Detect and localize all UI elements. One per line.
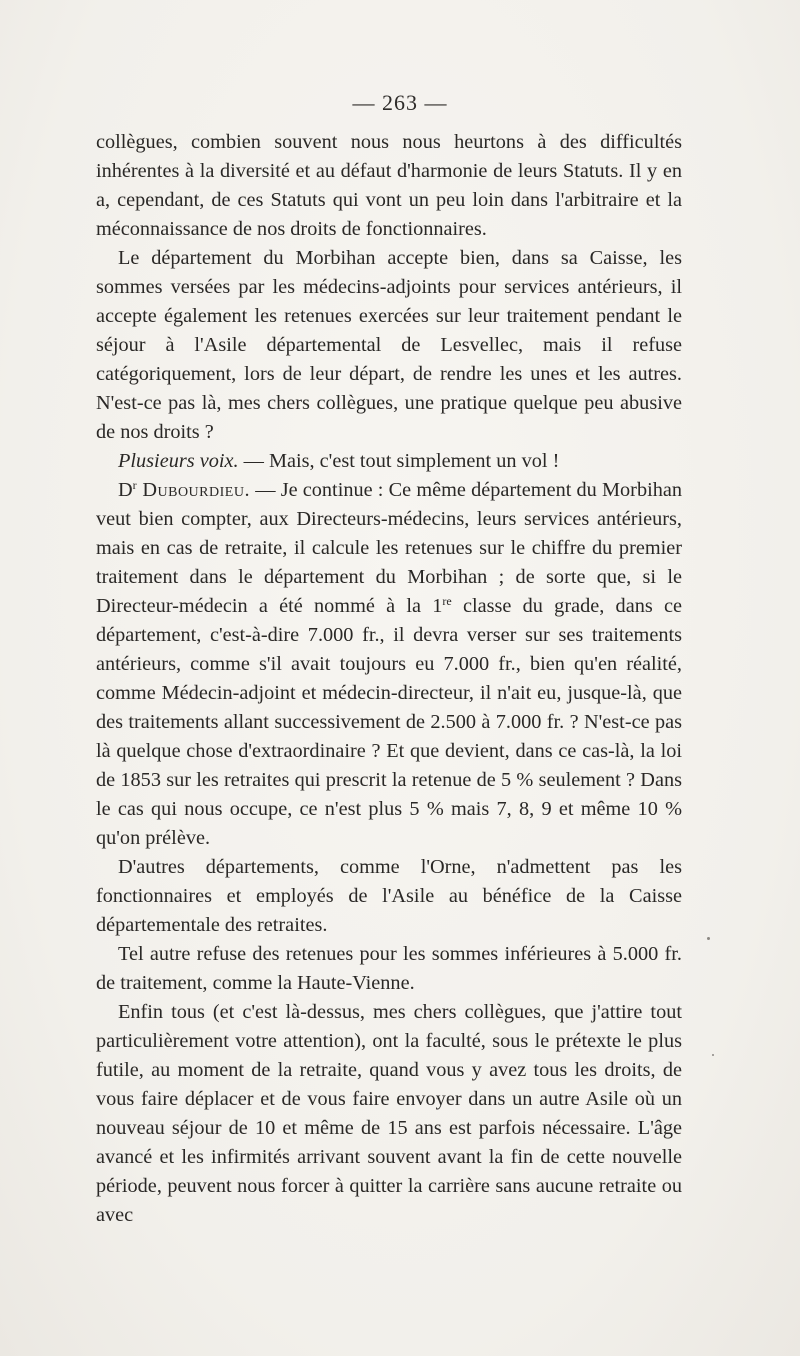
paragraph-4 [96,476,682,853]
paragraph-2: Le département du Morbihan accepte bien, dans sa Caisse, les sommes versées par les médecins-adjoints pour services antérieurs, il accepte également les retenues exercées sur leur traitement pendant le séjour à l'Asile départemental de Lesvellec, mais il refuse catégoriquement, lors de leur départ, de rendre les unes et les autres. N'est-ce pas là, mes chers collègues, une pratique quelque peu abusive de nos droits ? [96,247,682,443]
ordinal-superscript: re [442,594,452,608]
paragraph-5: D'autres départements, comme l'Orne, n'admettent pas les fonctionnaires et employés de l'Asile au bénéfice de la Caisse départementale des retraites. [96,856,682,936]
paper-speck [712,1054,714,1056]
paragraph-7: Enfin tous (et c'est là-dessus, mes chers collègues, que j'attire tout particulièrement votre attention), ont la faculté, sous le prétexte le plus futile, au moment de la retraite, quand vous y avez tous les droits, de vous faire déplacer et de vous faire envoyer dans un autre Asile où un nouveau séjour de 10 et même de 15 ans est parfois nécessaire. L'âge avancé et les infirmités arrivant souvent avant la fin de cette nouvelle période, peuvent nous forcer à quitter la carrière sans aucune retraite ou avec [96,1001,682,1226]
body-text [96,128,682,1230]
paragraph-1: collègues, combien souvent nous nous heurtons à des difficultés inhérentes à la diversité et au défaut d'harmonie de leurs Statuts. Il y en a, cependant, de ces Statuts qui vont un peu loin dans l'arbitraire et la méconnaissance de nos droits de fonctionnaires. [96,131,682,240]
paragraph-3-text: — Mais, c'est tout simplement un vol ! [238,450,560,472]
paper-speck [707,937,710,940]
paragraph-6: Tel autre refuse des retenues pour les sommes inférieures à 5.000 fr. de traitement, comme la Haute-Vienne. [96,943,682,994]
speaker-title: D [118,479,133,501]
paragraph-4-text-a: — Je continue : Ce même département du Morbihan veut bien compter, aux Directeurs-médecins, leurs services antérieurs, mais en cas de retraite, il calcule les retenues sur le chiffre du premier traitement dans le département du Morbihan ; de sorte que, si le Directeur-médecin a été nommé à la 1 [96,479,682,617]
speaker-label: Plusieurs voix. [118,450,239,472]
paragraph-4-text-b: classe du grade, dans ce département, c'est-à-dire 7.000 fr., il devra verser sur ses traitements antérieurs, comme s'il avait toujours eu 7.000 fr., bien qu'en réalité, comme Médecin-adjoint et médecin-directeur, il n'ait eu, jusque-là, que des traitements allant successivement de 2.500 à 7.000 fr. ? N'est-ce pas là quelque chose d'extraordinaire ? Et que devient, dans ce cas-là, la loi de 1853 sur les retraites qui prescrit la retenue de 5 % seulement ? Dans le cas qui nous occupe, ce n'est plus 5 % mais 7, 8, 9 et même 10 % qu'on prélève. [96,595,682,849]
speaker-title-superscript: r [132,478,137,492]
page-number: — 263 — [352,90,448,115]
paragraph-3 [96,447,682,476]
speaker-name: Dubourdieu. [136,479,251,501]
